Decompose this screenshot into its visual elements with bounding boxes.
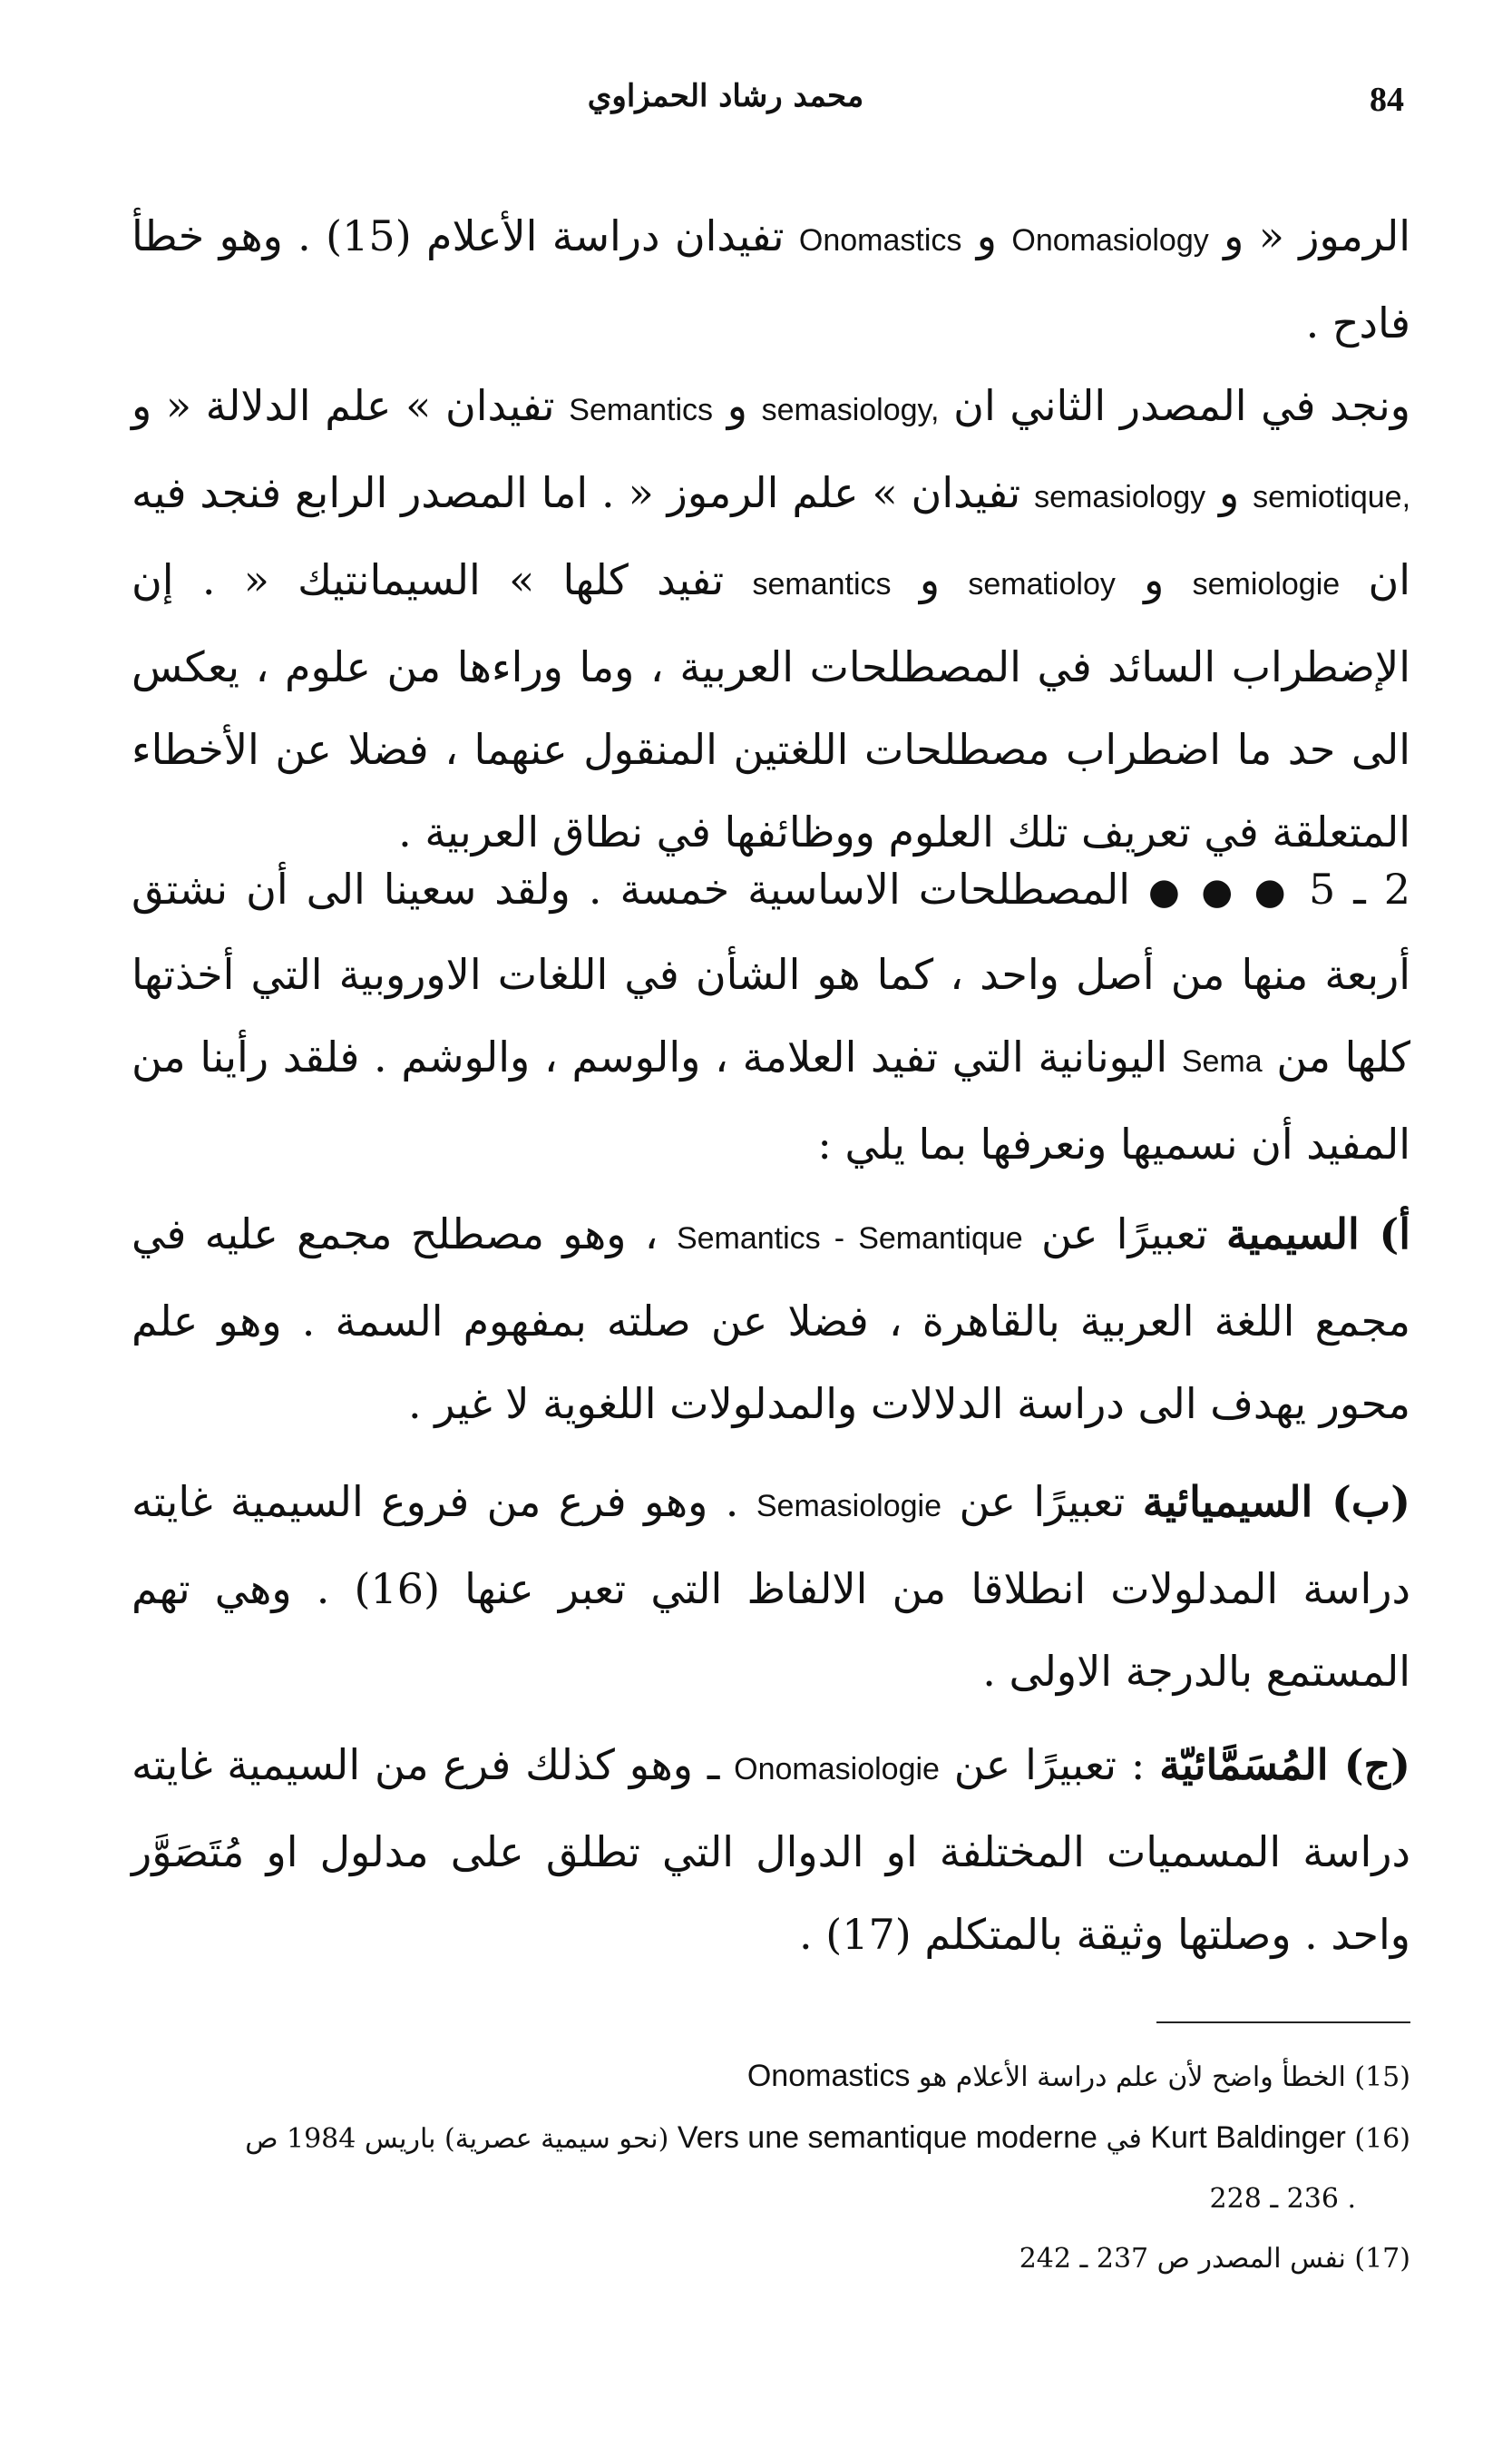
- footnote-text: . 236 ـ 228: [1209, 2183, 1356, 2215]
- text: و: [727, 381, 747, 430]
- section-number: 2 ـ 5: [1308, 865, 1410, 914]
- footnotes: [132, 2046, 1410, 2289]
- text: ونجد في المصدر الثاني ان: [953, 381, 1411, 430]
- footnote-15: [132, 2046, 1410, 2108]
- term: Sema: [1181, 1044, 1263, 1079]
- text: . وهو فرع من فروع السيمية غايته دراسة المدلولات انطلاقا من الالفاظ التي تعبر عنها (16) . وهي تهم المستمع بالدرجة الاولى .: [132, 1477, 1410, 1696]
- text: : تعبيرًا عن: [953, 1740, 1146, 1789]
- text: تفيدان » علم الرموز « . اما المصدر الرابع فنجد فيه ان: [132, 468, 1411, 604]
- text: و: [919, 555, 941, 604]
- paragraph-1: [132, 195, 1410, 874]
- text: الرموز « و: [1224, 211, 1411, 260]
- text: و: [1219, 468, 1240, 517]
- definition-label: أ) السيمية: [1225, 1209, 1411, 1258]
- text: تعبيرًا عن: [959, 1477, 1126, 1526]
- term: semiotique,: [1253, 480, 1411, 514]
- text: اليونانية التي تفيد العلامة ، والوسم ، والوشم . فلقد رأينا من المفيد أن نسميها ونعرفها بما يلي :: [132, 1033, 1410, 1169]
- paragraph-3: [132, 1193, 1410, 1445]
- footnote-text: (17) نفس المصدر ص 237 ـ 242: [1019, 2243, 1410, 2275]
- paragraph-4: [132, 1461, 1410, 1713]
- footnote-term: Vers une semantique moderne: [677, 2120, 1097, 2155]
- text: ، وهو مصطلح مجمع عليه في مجمع اللغة العربية بالقاهرة ، فضلا عن صلته بمفهوم السمة . وهو علم محور يهدف الى دراسة الدلالات والمدلولات اللغوية لا غير .: [132, 1209, 1410, 1428]
- term: Onomasiology: [1011, 223, 1209, 258]
- footnote-text: (نحو سيمية عصرية) باريس 1984 ص: [245, 2123, 669, 2155]
- term: Semantics: [569, 393, 714, 427]
- paragraph-2: [132, 848, 1410, 1186]
- footnote-16: [132, 2108, 1410, 2169]
- text: و: [976, 211, 998, 260]
- running-head: محمد رشاد الحمزاوي: [587, 78, 864, 114]
- term: Semantics - Semantique: [676, 1221, 1023, 1256]
- term: semiologie: [1192, 567, 1341, 602]
- term: Onomastics: [798, 223, 962, 258]
- term: semasiology: [1034, 480, 1206, 514]
- paragraph-5: [132, 1724, 1410, 1976]
- term: Onomasiologie: [734, 1752, 940, 1786]
- footnote-16-continuation: [132, 2169, 1410, 2229]
- term: Semasiologie: [756, 1489, 941, 1523]
- text: و: [1144, 555, 1165, 604]
- bullet-dots: ● ● ●: [1148, 871, 1291, 913]
- footnote-text: (16): [1354, 2123, 1410, 2155]
- footnote-17: [132, 2229, 1410, 2289]
- text: تفيدان دراسة الأعلام (15) . وهو خطأ فادح .: [132, 211, 1410, 347]
- text: تفيدان » علم الدلالة « و: [132, 381, 555, 430]
- term: sematioloy: [968, 567, 1116, 602]
- text: المصطلحات الاساسية خمسة . ولقد سعينا الى أن نشتق أربعة منها من أصل واحد ، كما هو الشأن في اللغات الاوروبية التي أخذتها كلها من: [132, 865, 1411, 1081]
- footnote-term: Kurt Baldinger: [1150, 2120, 1346, 2155]
- footnote-divider: [1156, 2021, 1410, 2023]
- term: semantics: [752, 567, 892, 602]
- definition-label: (ج) المُسَمَّائيّة: [1159, 1740, 1411, 1789]
- footnote-text: (15) الخطأ واضح لأن علم دراسة الأعلام هو: [918, 2061, 1410, 2093]
- definition-label: (ب) السيميائية: [1142, 1477, 1410, 1526]
- footnote-text: في: [1106, 2123, 1142, 2155]
- text: تعبيرًا عن: [1040, 1209, 1208, 1258]
- text: تفيد كلها » السيمانتيك « . إن الإضطراب السائد في المصطلحات العربية ، وما وراءها من علوم ، يعكس الى حد ما اضطراب مصطلحات اللغتين المنقول عنهما ، فضلا عن الأخطاء المتعلقة في تعريف تلك العلوم ووظائفها في نطاق العربية .: [132, 555, 1410, 856]
- term: semasiology,: [761, 393, 940, 427]
- footnote-term: Onomastics: [746, 2059, 911, 2093]
- page-number: 84: [1370, 81, 1404, 119]
- text: ـ وهو كذلك فرع من السيمية غايته دراسة المسميات المختلفة او الدوال التي تطلق على مدلول او مُتَصَوَّر واحد . وصلتها وثيقة بالمتكلم (17) .: [132, 1740, 1410, 1959]
